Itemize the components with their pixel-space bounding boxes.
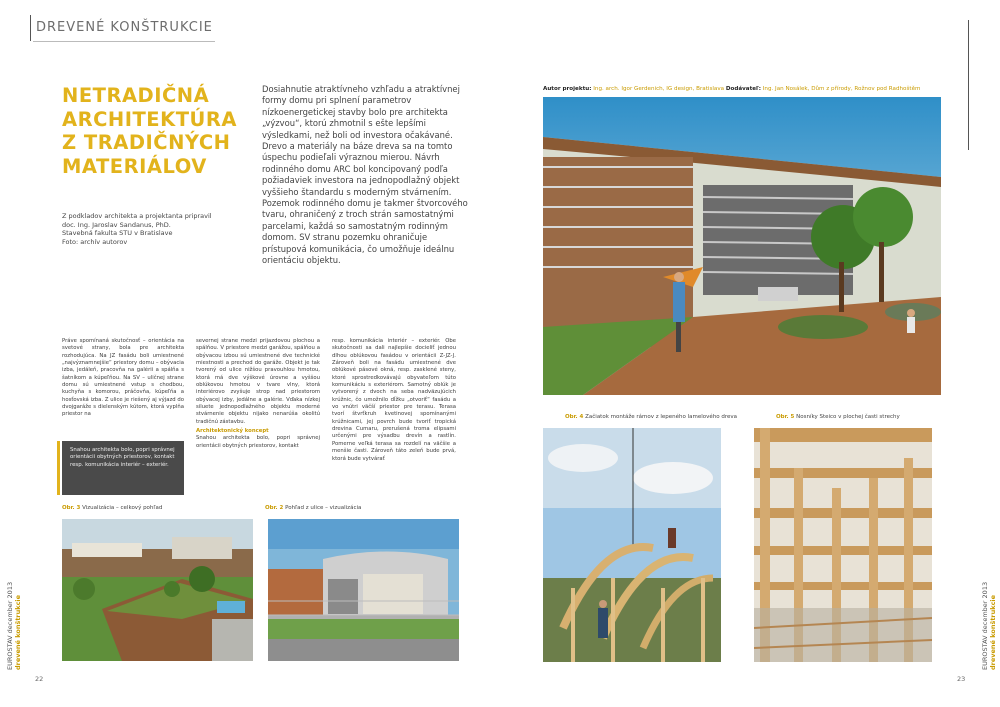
body-text: Snahou architekta bolo, popri správnej orientácii obytných priestorov, kontakt — [196, 435, 320, 449]
section-marker-line — [30, 15, 31, 41]
title-line: NETRADIČNÁ — [62, 84, 210, 107]
issue-date: december 2013 — [981, 581, 989, 634]
figure-2-image — [268, 519, 459, 661]
figure-3-caption — [62, 505, 252, 512]
author-line: Z podkladov architekta a projektanta pripravil — [62, 212, 212, 220]
credit-label: Autor projektu: — [543, 86, 592, 92]
figure-text: Nosníky Steico v plochej časti strechy — [796, 414, 900, 420]
body-column-1: Práve spomínaná skutočnosť – orientácia na svetové strany, bola pre architekta rozhodujúca. Na JZ fasádu boli umiestnené „najvýznamnejšie“ priestory domu – obývacia izba, jedáleň, pracovňa na galérii a spálňa s šatníkom a kúpeľňou. Na SV – uličnej strane domu sú umiestnené vstup s chodbou, kuchyňa s komorou, práčovňa, kúpeľňa a hosťovská izba. Z ulice je riešený aj výjazd do dvojgaráže s dielenským kútom, ktorá vyplňa priestor na — [62, 338, 184, 418]
right-running-footer — [981, 570, 997, 670]
journal-name: EUROSTAV — [981, 635, 989, 670]
section-name: drevené konštrukcie — [989, 594, 997, 670]
body-column-3: resp. komunikácia interiér – exteriér. Obe skutočnosti sa dali najlepšie docieliť jednou dlhou oblúkovou fasádou v orientácii Z-JZ-J. Zároveň boli na fasádu umiestnené dve oblúkové pásové okná, resp. zasklené steny, ktoré sprostredkovávajú obyvateľom túto komunikáciu s exteriérom. Samotný oblúk je vytvorený z dvoch na seba nadväzujúcich krúžnic, čo umožnilo dĺžku „otvoriť“ fasádu a vo vnútri väčší priestor pre terasu. Terasa tvorí štvrťkruh kvetinovej spomínanými krúžnicami, jej povrch bude tvoriť tropická drevina Cumaru, prerušená troma elipsami určenými pre výsadbu drevín a rastlín. Pomerne veľká terasa sa rozdelí na väčšie a menšie časti. Zároveň táto zeleň bude prvá, ktorá bude vytvárať — [332, 338, 456, 462]
title-line: Z TRADIČNÝCH — [62, 131, 231, 154]
subheading: Architektonický koncept — [196, 428, 269, 435]
author-line: doc. Ing. Jaroslav Sandanus, PhD. — [62, 220, 171, 229]
title-line: ARCHITEKTÚRA — [62, 107, 237, 131]
figure-4-caption — [565, 414, 755, 421]
author-line: Stavebná fakulta STU v Bratislave — [62, 229, 173, 238]
journal-name: EUROSTAV — [6, 635, 14, 670]
figure-label: Obr. 3 — [62, 505, 81, 511]
section-divider — [33, 41, 215, 42]
figure-5-caption — [776, 414, 966, 421]
credit-value: Ing. Jan Nosálek, Dům z přírody, Rožnov pod Radhoštěm — [762, 86, 921, 92]
figure-text: Pohľad z ulice – vizualizácia — [285, 505, 362, 511]
main-visualization-image — [543, 97, 941, 395]
figure-label: Obr. 4 — [565, 414, 584, 420]
title-line: MATERIÁLOV — [62, 154, 207, 178]
article-title — [62, 84, 252, 178]
credit-label: Dodávateľ: — [725, 86, 761, 92]
body-column-2 — [196, 338, 320, 450]
pull-quote: Snahou architekta bolo, popri správnej orientácii obytných priestorov, kontakt resp. komunikácia interiér – exteriér. — [62, 441, 184, 495]
issue-date: december 2013 — [6, 581, 14, 634]
figure-label: Obr. 2 — [265, 505, 284, 511]
project-credits — [543, 86, 963, 92]
photo-credit: Foto: archív autorov — [62, 237, 128, 246]
page-number-left: 22 — [35, 675, 44, 683]
left-running-footer — [6, 570, 22, 670]
right-margin-line — [968, 20, 969, 150]
figure-text: Začiatok montáže rámov z lepeného lamelového dreva — [585, 414, 738, 420]
lead-paragraph: Dosiahnutie atraktívneho vzhľadu a atraktívnej formy domu pri splnení parametrov nízkoenergetickej stavby bolo pre architekta „výzvou“, ktorú zhmotnil s ešte lepšími výsledkami, než boli od investora očakávané. Drevo a materiály na báze dreva sa na tomto úspechu podieľali výraznou mierou. Návrh rodinného domu ARC bol koncipovaný podľa požiadaviek investora na jednopodlažný objekt vyššieho štandardu s moderným stvárnením. Pozemok rodinného domu je takmer štvorcového tvaru, ohraničený z troch strán samostatnými parcelami, každá so samostatným rodinným domom. SV stranu pozemku ohraničuje prístupová komunikácia, čo umožňuje ideálnu orientáciu objektu. — [262, 84, 468, 266]
credit-value: Ing. arch. Igor Gerdenich, IG design, Bratislava — [593, 86, 725, 92]
page-number-right: 23 — [957, 675, 966, 683]
body-text: severnej strane medzi prijazdovou plochou a spálňou. V priestore medzi garážou, spálňou a obývacou izbou sú umiestnené dve technické miestnosti a prechod do garáže. Objekt je tak tvorený od ulice nižšou pravouhlou hmotou, ktorá má dve výškové úrovne a vyššou oblúkovou hmotou v tvare vlny, ktorá interiérovo zvyšuje strop nad priestorom obývacej izby, jedálne a galérie. Vďaka nízkej siluete jednopodlažného objektu moderné stvárnenie objektu nijako nenarúša okolitú tradičnú zástavbu. — [196, 338, 320, 425]
figure-4-image — [543, 428, 721, 662]
figure-label: Obr. 5 — [776, 414, 795, 420]
author-block — [62, 212, 252, 246]
section-name: drevené konštrukcie — [14, 594, 22, 670]
figure-text: Vizualizácia – celkový pohľad — [82, 505, 163, 511]
figure-3-image — [62, 519, 253, 661]
figure-2-caption — [265, 505, 455, 512]
section-label: DREVENÉ KONŠTRUKCIE — [36, 20, 213, 35]
figure-5-image — [754, 428, 932, 662]
sidebar-accent-bar — [57, 441, 60, 495]
